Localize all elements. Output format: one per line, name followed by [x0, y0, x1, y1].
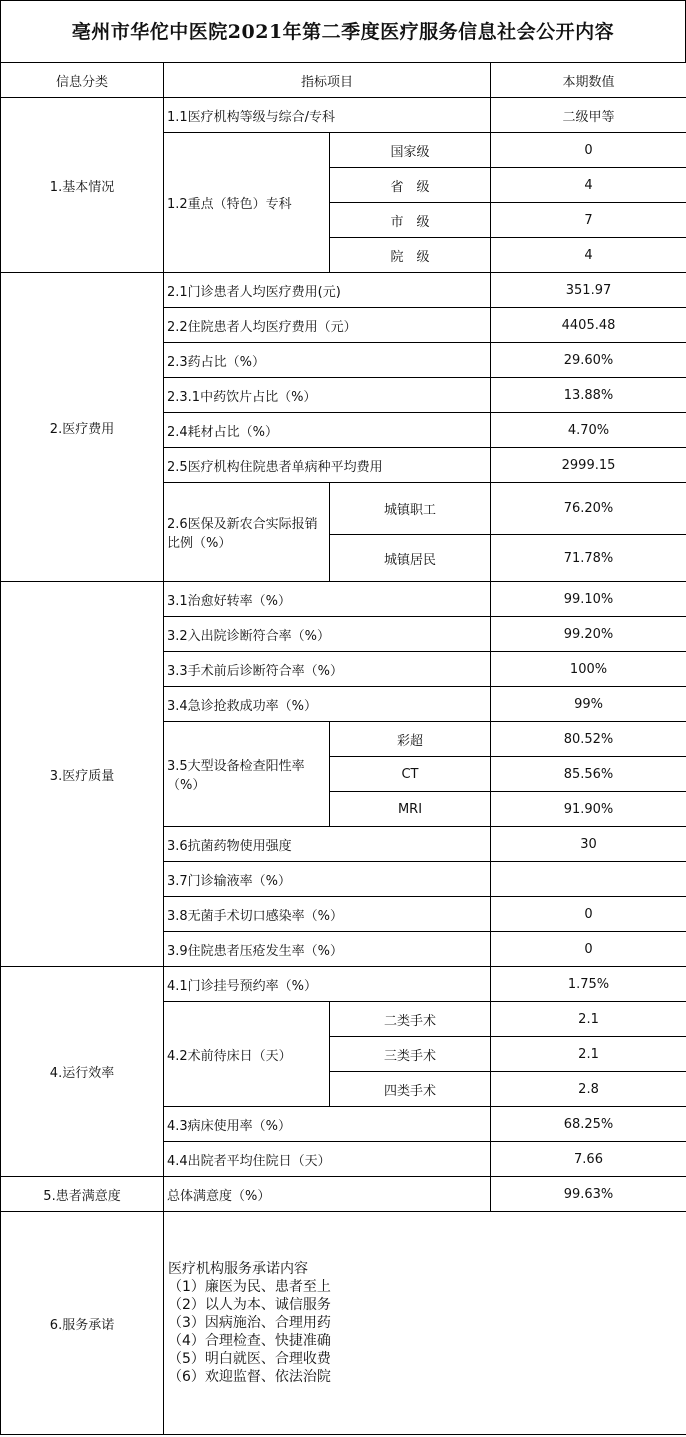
indicator-cell: 1.1医疗机构等级与综合/专科 — [164, 98, 491, 133]
value-cell: 13.88% — [491, 378, 686, 413]
value-cell: 4405.48 — [491, 308, 686, 343]
promise-heading: 医疗机构服务承诺内容 — [168, 1261, 308, 1277]
value-cell: 0 — [491, 897, 686, 932]
value-cell: 99% — [491, 687, 686, 722]
value-cell: 68.25% — [491, 1107, 686, 1142]
indicator-cell: 2.1门诊患者人均医疗费用(元) — [164, 273, 491, 308]
table-row — [1, 98, 686, 133]
value-cell: 99.63% — [491, 1177, 686, 1212]
value-cell: 1.75% — [491, 967, 686, 1002]
indicator-cell: 3.1治愈好转率（%） — [164, 582, 491, 617]
value-cell: 0 — [491, 932, 686, 967]
sub-indicator-cell: 二类手术 — [330, 1002, 491, 1037]
value-cell: 99.10% — [491, 582, 686, 617]
sub-indicator-cell: CT — [330, 757, 491, 792]
document-title: 亳州市华佗中医院2021年第二季度医疗服务信息社会公开内容 — [0, 0, 686, 62]
value-cell — [491, 862, 686, 897]
disclosure-table — [0, 62, 686, 1435]
table-header-row — [1, 63, 686, 98]
sub-indicator-cell: 国家级 — [330, 133, 491, 168]
value-cell: 2.1 — [491, 1037, 686, 1072]
indicator-cell: 2.3药占比（%） — [164, 343, 491, 378]
indicator-cell: 2.3.1中药饮片占比（%） — [164, 378, 491, 413]
indicator-cell: 2.5医疗机构住院患者单病种平均费用 — [164, 448, 491, 483]
header-value: 本期数值 — [491, 63, 686, 98]
value-cell: 2.1 — [491, 1002, 686, 1037]
sub-indicator-cell: 省 级 — [330, 168, 491, 203]
category-cell: 1.基本情况 — [1, 98, 164, 273]
sub-indicator-cell: 四类手术 — [330, 1072, 491, 1107]
header-category: 信息分类 — [1, 63, 164, 98]
sub-indicator-cell: MRI — [330, 792, 491, 827]
value-cell: 29.60% — [491, 343, 686, 378]
indicator-cell: 4.3病床使用率（%） — [164, 1107, 491, 1142]
table-row — [1, 1177, 686, 1212]
sub-indicator-cell: 市 级 — [330, 203, 491, 238]
table-row — [1, 1212, 686, 1435]
indicator-cell: 3.3手术前后诊断符合率（%） — [164, 652, 491, 687]
indicator-cell: 3.6抗菌药物使用强度 — [164, 827, 491, 862]
table-row — [1, 967, 686, 1002]
value-cell: 91.90% — [491, 792, 686, 827]
promise-item: （5）明白就医、合理收费 — [168, 1351, 331, 1367]
indicator-cell: 1.2重点（特色）专科 — [164, 133, 330, 273]
indicator-cell: 总体满意度（%） — [164, 1177, 491, 1212]
value-cell: 二级甲等 — [491, 98, 686, 133]
value-cell: 0 — [491, 133, 686, 168]
header-indicator: 指标项目 — [164, 63, 491, 98]
indicator-cell: 3.9住院患者压疮发生率（%） — [164, 932, 491, 967]
category-cell: 2.医疗费用 — [1, 273, 164, 582]
value-cell: 76.20% — [491, 483, 686, 535]
sub-indicator-cell: 彩超 — [330, 722, 491, 757]
category-cell: 5.患者满意度 — [1, 1177, 164, 1212]
indicator-cell: 3.5大型设备检查阳性率（%） — [164, 722, 330, 827]
category-cell: 4.运行效率 — [1, 967, 164, 1177]
indicator-cell: 3.8无菌手术切口感染率（%） — [164, 897, 491, 932]
sub-indicator-cell: 城镇居民 — [330, 535, 491, 582]
promise-item: （6）欢迎监督、依法治院 — [168, 1369, 331, 1385]
category-cell: 3.医疗质量 — [1, 582, 164, 967]
indicator-cell: 4.4出院者平均住院日（天） — [164, 1142, 491, 1177]
indicator-cell: 3.7门诊输液率（%） — [164, 862, 491, 897]
promise-item: （4）合理检查、快捷准确 — [168, 1333, 331, 1349]
value-cell: 4.70% — [491, 413, 686, 448]
value-cell: 99.20% — [491, 617, 686, 652]
indicator-cell: 2.6医保及新农合实际报销比例（%） — [164, 483, 330, 582]
value-cell: 85.56% — [491, 757, 686, 792]
indicator-cell: 2.2住院患者人均医疗费用（元） — [164, 308, 491, 343]
value-cell: 4 — [491, 238, 686, 273]
indicator-cell: 4.1门诊挂号预约率（%） — [164, 967, 491, 1002]
indicator-cell: 3.2入出院诊断符合率（%） — [164, 617, 491, 652]
value-cell: 2.8 — [491, 1072, 686, 1107]
promise-item: （2）以人为本、诚信服务 — [168, 1297, 331, 1313]
table-row — [1, 582, 686, 617]
category-cell: 6.服务承诺 — [1, 1212, 164, 1435]
value-cell: 7 — [491, 203, 686, 238]
value-cell: 71.78% — [491, 535, 686, 582]
service-promise-cell — [164, 1212, 686, 1435]
value-cell: 2999.15 — [491, 448, 686, 483]
table-row — [1, 273, 686, 308]
value-cell: 351.97 — [491, 273, 686, 308]
sub-indicator-cell: 城镇职工 — [330, 483, 491, 535]
value-cell: 7.66 — [491, 1142, 686, 1177]
promise-item: （3）因病施治、合理用药 — [168, 1315, 331, 1331]
value-cell: 4 — [491, 168, 686, 203]
value-cell: 80.52% — [491, 722, 686, 757]
sub-indicator-cell: 院 级 — [330, 238, 491, 273]
sub-indicator-cell: 三类手术 — [330, 1037, 491, 1072]
indicator-cell: 4.2术前待床日（天） — [164, 1002, 330, 1107]
value-cell: 30 — [491, 827, 686, 862]
promise-item: （1）廉医为民、患者至上 — [168, 1279, 331, 1295]
indicator-cell: 3.4急诊抢救成功率（%） — [164, 687, 491, 722]
indicator-cell: 2.4耗材占比（%） — [164, 413, 491, 448]
value-cell: 100% — [491, 652, 686, 687]
